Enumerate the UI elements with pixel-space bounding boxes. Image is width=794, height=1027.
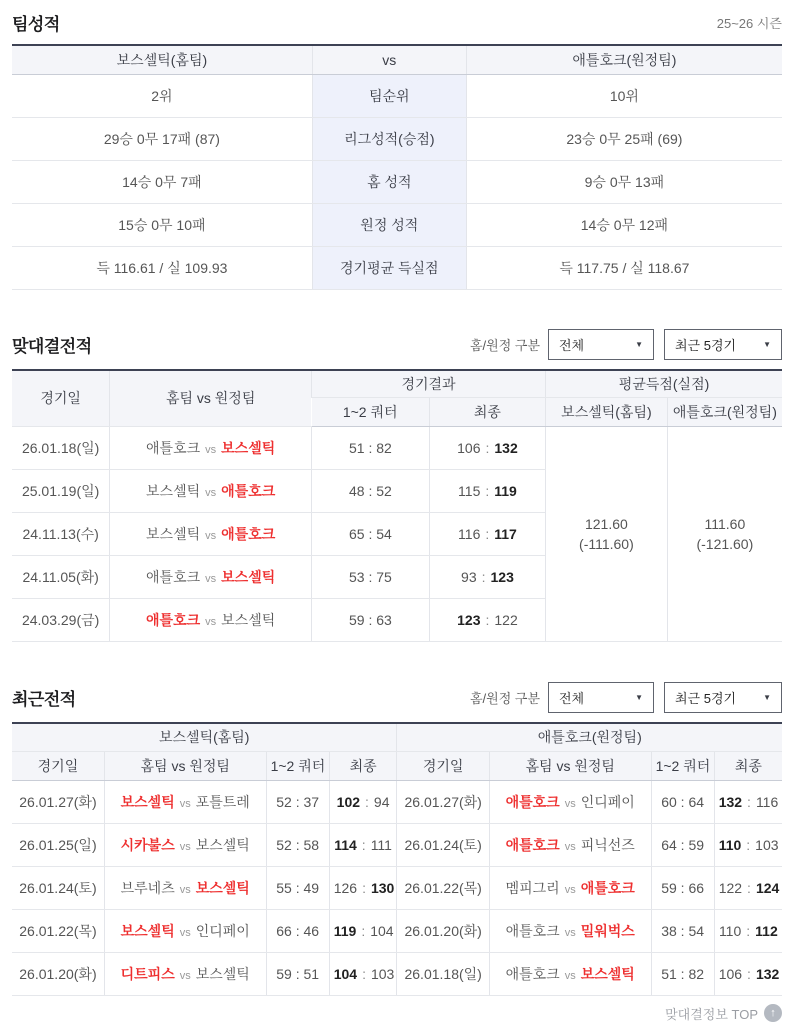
- colon: :: [746, 836, 751, 853]
- final-score: [429, 427, 545, 470]
- colon: :: [362, 965, 366, 982]
- colon: :: [747, 793, 751, 810]
- table-row: [12, 823, 782, 866]
- final-score: [714, 823, 782, 866]
- col-avg-away: 애틀호크(원정팀): [667, 398, 782, 427]
- colon: :: [746, 922, 751, 939]
- table-header-row: [12, 751, 782, 780]
- final-away: 132: [494, 440, 518, 456]
- recent-header: [12, 682, 782, 713]
- away-team: 인디페이: [580, 793, 635, 810]
- q12-score: 38 : 54: [651, 909, 714, 952]
- game-date: 24.11.05(화): [12, 556, 110, 599]
- final-home: 106: [718, 965, 743, 982]
- stat-label: 원정 성적: [312, 203, 466, 246]
- final-away: 117: [494, 526, 517, 542]
- avg-points-home: 121.60 (-111.60): [546, 427, 668, 642]
- recent-filters: [470, 682, 782, 713]
- matchup: [110, 513, 312, 556]
- col-result-group: 경기결과: [312, 370, 546, 398]
- col-final: 최종: [714, 751, 782, 780]
- vs-label: vs: [179, 797, 191, 810]
- home-team: 애틀호크: [146, 612, 201, 628]
- final-home: 115: [458, 483, 481, 499]
- vs-label: vs: [205, 530, 217, 542]
- game-date: 24.03.29(금): [12, 599, 110, 642]
- chevron-down-icon: ▼: [635, 693, 643, 702]
- q12-score: 60 : 64: [651, 780, 714, 823]
- away-team: 인디페이: [195, 922, 250, 939]
- chevron-down-icon: ▼: [635, 339, 643, 349]
- away-team: 애틀호크: [221, 526, 276, 542]
- vs-label: vs: [564, 969, 576, 982]
- away-team: 보스셀틱: [195, 965, 250, 982]
- recent-table: [12, 722, 782, 996]
- away-team: 보스셀틱: [221, 569, 276, 585]
- stat-label: 팀순위: [312, 74, 466, 117]
- final-home: 126: [333, 879, 358, 896]
- table-header-row: [12, 723, 782, 751]
- final-score: [329, 780, 397, 823]
- final-score: [329, 823, 397, 866]
- final-home: 104: [333, 965, 358, 982]
- table-row: [12, 203, 782, 246]
- home-team: 보스셀틱: [120, 793, 175, 810]
- final-score: [429, 513, 545, 556]
- away-team: 애틀호크: [580, 879, 635, 896]
- vs-label: vs: [179, 969, 191, 982]
- final-score: [714, 780, 782, 823]
- final-home: 122: [718, 879, 743, 896]
- final-home: 132: [718, 793, 743, 810]
- chevron-down-icon: ▼: [763, 693, 771, 702]
- home-value: 14승 0무 7패: [12, 160, 312, 203]
- q12-score: 65 : 54: [312, 513, 430, 556]
- game-date: 26.01.24(토): [12, 866, 104, 909]
- game-date: 26.01.27(화): [12, 780, 104, 823]
- game-date: 24.11.13(수): [12, 513, 110, 556]
- final-away: 112: [755, 922, 778, 939]
- col-match: 홈팀 vs 원정팀: [110, 370, 312, 427]
- table-row: [12, 780, 782, 823]
- section-title-recent: 최근전적: [12, 690, 76, 709]
- home-team: 애틀호크: [146, 569, 201, 585]
- table-header-row: [12, 45, 782, 74]
- vs-label: vs: [205, 444, 217, 456]
- home-team: 보스셀틱: [120, 922, 175, 939]
- away-team: 애틀호크: [221, 483, 276, 499]
- away-team: 피닉선즈: [580, 836, 635, 853]
- home-value: 29승 0무 17패 (87): [12, 117, 312, 160]
- col-q12: 1~2 쿼터: [312, 398, 430, 427]
- q12-score: 59 : 63: [312, 599, 430, 642]
- matchup: [110, 427, 312, 470]
- matchup: [104, 909, 266, 952]
- avg-points-away: 111.60 (-121.60): [667, 427, 782, 642]
- final-home: 116: [458, 526, 481, 542]
- away-team: 보스셀틱: [195, 879, 250, 896]
- stat-label: 홈 성적: [312, 160, 466, 203]
- col-q12: 1~2 쿼터: [266, 751, 329, 780]
- chevron-down-icon: ▼: [763, 339, 771, 349]
- final-score: [329, 952, 397, 995]
- season-label: 25~26 시즌: [716, 16, 782, 31]
- game-date: 26.01.24(토): [397, 823, 489, 866]
- table-row: [12, 952, 782, 995]
- colon: :: [485, 526, 490, 542]
- colon: :: [362, 879, 366, 896]
- game-date: 25.01.19(일): [12, 470, 110, 513]
- q12-score: 59 : 66: [651, 866, 714, 909]
- matchup: [489, 952, 651, 995]
- stat-label: 경기평균 득실점: [312, 246, 466, 289]
- col-avg-group: 평균득점(실점): [546, 370, 782, 398]
- back-to-top-link[interactable]: [665, 1004, 782, 1023]
- vs-header: vs: [312, 45, 466, 74]
- q12-score: 48 : 52: [312, 470, 430, 513]
- table-row: [12, 74, 782, 117]
- team-stats-header: [12, 10, 782, 35]
- q12-score: 59 : 51: [266, 952, 329, 995]
- col-date: 경기일: [397, 751, 489, 780]
- q12-score: 52 : 58: [266, 823, 329, 866]
- final-away: 116: [755, 793, 779, 810]
- away-team: 포틀트레: [195, 793, 250, 810]
- h2h-filters: [470, 329, 782, 360]
- home-away-filter-select[interactable]: [548, 329, 654, 360]
- matchup: [110, 556, 312, 599]
- q12-score: 64 : 59: [651, 823, 714, 866]
- home-team: 시카불스: [120, 836, 175, 853]
- matchup: [110, 599, 312, 642]
- away-team-header: 애틀호크(원정팀): [466, 45, 782, 74]
- h2h-header: [12, 329, 782, 360]
- vs-label: vs: [564, 883, 576, 896]
- away-value: 14승 0무 12패: [466, 203, 782, 246]
- vs-label: vs: [564, 797, 576, 810]
- final-score: [714, 866, 782, 909]
- matchup: [110, 470, 312, 513]
- home-team: 디트피스: [120, 965, 175, 982]
- final-score: [429, 470, 545, 513]
- final-score: [429, 599, 545, 642]
- colon: :: [365, 793, 369, 810]
- final-home: 114: [334, 836, 357, 853]
- q12-score: 52 : 37: [266, 780, 329, 823]
- vs-label: vs: [205, 616, 217, 628]
- arrow-up-icon: ↑: [764, 1004, 782, 1022]
- back-to-top-label: 맞대결정보 TOP: [665, 1006, 758, 1022]
- matchup: [104, 780, 266, 823]
- final-home: 110: [718, 836, 742, 853]
- matchup: [489, 909, 651, 952]
- section-title-team-stats: 팀성적: [12, 15, 60, 34]
- matchup: [489, 780, 651, 823]
- away-team: 밀워벅스: [580, 922, 635, 939]
- page-footer: [12, 1004, 782, 1023]
- game-date: 26.01.18(일): [397, 952, 489, 995]
- table-row: [12, 909, 782, 952]
- final-home: 102: [336, 793, 361, 810]
- final-home: 93: [461, 569, 477, 585]
- final-away: 130: [370, 879, 395, 896]
- section-title-h2h: 맞대결전적: [12, 336, 92, 356]
- selected-range: 최근 5경기: [675, 691, 737, 706]
- colon: :: [361, 836, 366, 853]
- table-row: [12, 117, 782, 160]
- home-value: 득 116.61 / 실 109.93: [12, 246, 312, 289]
- game-date: 26.01.25(일): [12, 823, 104, 866]
- away-value: 23승 0무 25패 (69): [466, 117, 782, 160]
- final-score: [714, 909, 782, 952]
- final-away: 124: [755, 879, 780, 896]
- colon: :: [747, 879, 751, 896]
- final-score: [714, 952, 782, 995]
- final-away: 111: [370, 836, 392, 853]
- q12-score: 51 : 82: [651, 952, 714, 995]
- home-team: 보스셀틱: [146, 526, 201, 542]
- final-away: 94: [373, 793, 390, 810]
- away-team: 보스셀틱: [580, 965, 635, 982]
- q12-score: 51 : 82: [312, 427, 430, 470]
- final-away: 132: [755, 965, 780, 982]
- final-home: 106: [457, 440, 481, 456]
- matchup: [489, 866, 651, 909]
- final-away: 103: [370, 965, 395, 982]
- matchup: [489, 823, 651, 866]
- selected-scope: 전체: [559, 691, 585, 706]
- final-away: 104: [370, 922, 394, 939]
- col-date: 경기일: [12, 370, 110, 427]
- group-header-home: 보스셀틱(홈팀): [12, 723, 397, 751]
- selected-range: 최근 5경기: [675, 337, 737, 353]
- matchup: [104, 866, 266, 909]
- game-date: 26.01.20(화): [12, 952, 104, 995]
- matchup: [104, 823, 266, 866]
- final-home: 119: [333, 922, 357, 939]
- final-away: 103: [755, 836, 779, 853]
- game-date: 26.01.22(목): [397, 866, 489, 909]
- game-date: 26.01.27(화): [397, 780, 489, 823]
- table-row: [12, 427, 782, 470]
- home-value: 2위: [12, 74, 312, 117]
- col-final: 최종: [329, 751, 397, 780]
- home-team: 애틀호크: [505, 836, 560, 853]
- colon: :: [485, 483, 490, 499]
- group-header-away: 애틀호크(원정팀): [397, 723, 782, 751]
- game-date: 26.01.22(목): [12, 909, 104, 952]
- recent-games-filter-select[interactable]: [664, 682, 782, 713]
- final-home: 123: [457, 612, 481, 628]
- col-final: 최종: [429, 398, 545, 427]
- filter-label: 홈/원정 구분: [469, 337, 540, 353]
- final-away: 123: [490, 569, 514, 585]
- vs-label: vs: [179, 883, 191, 896]
- home-team: 애틀호크: [146, 440, 201, 456]
- vs-label: vs: [205, 573, 217, 585]
- col-match: 홈팀 vs 원정팀: [489, 751, 651, 780]
- col-avg-home: 보스셀틱(홈팀): [546, 398, 668, 427]
- vs-label: vs: [564, 926, 576, 939]
- col-match: 홈팀 vs 원정팀: [104, 751, 266, 780]
- matchup: [104, 952, 266, 995]
- vs-label: vs: [205, 487, 217, 499]
- final-home: 110: [718, 922, 742, 939]
- away-value: 10위: [466, 74, 782, 117]
- away-value: 득 117.75 / 실 118.67: [466, 246, 782, 289]
- home-team-header: 보스셀틱(홈팀): [12, 45, 312, 74]
- selected-scope: 전체: [559, 337, 585, 353]
- home-team: 애틀호크: [505, 965, 560, 982]
- table-row: [12, 246, 782, 289]
- home-team: 멤피그리: [505, 879, 560, 896]
- game-date: 26.01.18(일): [12, 427, 110, 470]
- colon: :: [361, 922, 366, 939]
- col-q12: 1~2 쿼터: [651, 751, 714, 780]
- away-team: 보스셀틱: [221, 440, 276, 456]
- recent-games-filter-select[interactable]: [664, 329, 782, 360]
- table-row: [12, 160, 782, 203]
- game-date: 26.01.20(화): [397, 909, 489, 952]
- home-team: 애틀호크: [505, 793, 560, 810]
- home-value: 15승 0무 10패: [12, 203, 312, 246]
- final-away: 122: [494, 612, 518, 628]
- final-score: [329, 866, 397, 909]
- colon: :: [747, 965, 751, 982]
- home-team: 브루네츠: [120, 879, 175, 896]
- h2h-table: [12, 369, 782, 643]
- home-team: 보스셀틱: [146, 483, 201, 499]
- away-team: 보스셀틱: [221, 612, 276, 628]
- final-away: 119: [494, 483, 517, 499]
- colon: :: [485, 440, 490, 456]
- col-date: 경기일: [12, 751, 104, 780]
- vs-label: vs: [179, 840, 191, 853]
- vs-label: vs: [564, 840, 576, 853]
- colon: :: [481, 569, 486, 585]
- stat-label: 리그성적(승점): [312, 117, 466, 160]
- filter-label: 홈/원정 구분: [469, 691, 540, 706]
- table-row: [12, 866, 782, 909]
- away-value: 9승 0무 13패: [466, 160, 782, 203]
- team-stats-table: [12, 44, 782, 290]
- table-header-row: [12, 370, 782, 398]
- final-score: [329, 909, 397, 952]
- away-team: 보스셀틱: [195, 836, 250, 853]
- home-team: 애틀호크: [505, 922, 560, 939]
- q12-score: 55 : 49: [266, 866, 329, 909]
- vs-label: vs: [179, 926, 191, 939]
- q12-score: 53 : 75: [312, 556, 430, 599]
- q12-score: 66 : 46: [266, 909, 329, 952]
- colon: :: [485, 612, 490, 628]
- home-away-filter-select[interactable]: [548, 682, 654, 713]
- final-score: [429, 556, 545, 599]
